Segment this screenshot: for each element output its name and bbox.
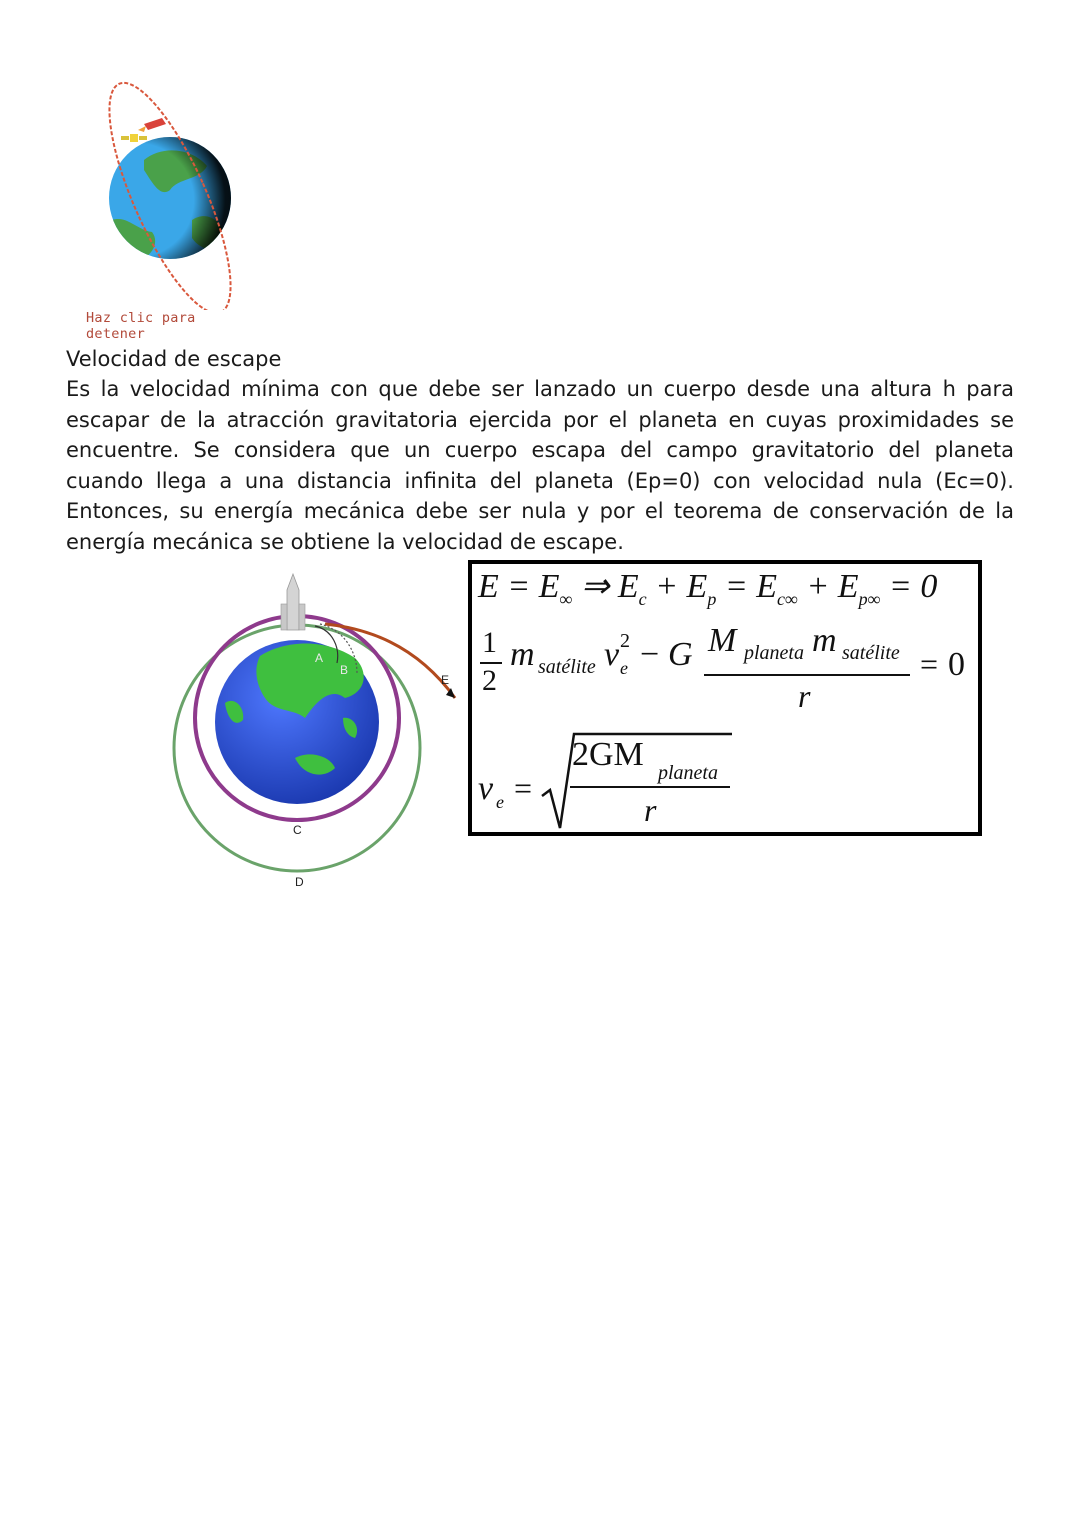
escape-velocity-formulas: $E = E_\infty$ ⇒ $E_c + E_p = E_{c\infty} + E_{p\infty} = 0$ 1 2 m satélite v 2 e − G M planeta m satélite r = 0 v e = 2GM planeta r (468, 560, 982, 836)
section-paragraph: Es la velocidad mínima con que debe ser lanzado un cuerpo desde una altura h para escapar de la atracción gravitatoria ejercida por el planeta en cuyas proximidades se encuentre. Se considera que un cuerpo escapa del campo gravitatorio del planeta cuando llega a una distancia infinita del planeta (Ep=0) con velocidad nula (Ec=0). Entonces, su energía mecánica debe ser nula y por el teorema de conservación de la energía mecánica se obtiene la velocidad de escape. (66, 377, 1014, 554)
frac-two: 2 (482, 664, 497, 697)
label-a: A (315, 651, 324, 665)
earth-orbit-illustration (82, 70, 262, 310)
sub-satelite-2: satélite (842, 642, 900, 664)
frac-one: 1 (482, 626, 497, 659)
sub-planeta-1: planeta (744, 642, 804, 664)
earth-continents (102, 130, 242, 270)
label-d: D (295, 875, 304, 889)
satellite-icon (121, 134, 147, 142)
earth-orbit-animation[interactable] (82, 70, 262, 342)
animation-stop-caption[interactable]: Haz clic para detener (86, 310, 196, 342)
frac-bar-gravity (704, 674, 910, 676)
formula-energy-conservation: $E = E_\infty$ ⇒ $E_c + E_p = E_{c\infty} + E_{p\infty} = 0$ (478, 568, 938, 609)
sub-planeta-2: planeta (658, 762, 718, 784)
denominator-r-2: r (644, 792, 657, 828)
label-c: C (293, 823, 302, 837)
denominator-r-1: r (798, 678, 811, 714)
rocket-icon (138, 118, 166, 132)
rocket-icon (281, 574, 305, 630)
numerator-2gm: 2GM (572, 736, 644, 773)
frac-bar-sqrt (570, 786, 730, 788)
result-zero: 0 (948, 646, 965, 683)
label-e: E (441, 673, 450, 687)
label-b: B (340, 663, 349, 677)
escape-orbit-diagram (165, 568, 465, 898)
sub-satelite-1: satélite (538, 656, 596, 678)
section-title: Velocidad de escape (66, 347, 282, 371)
